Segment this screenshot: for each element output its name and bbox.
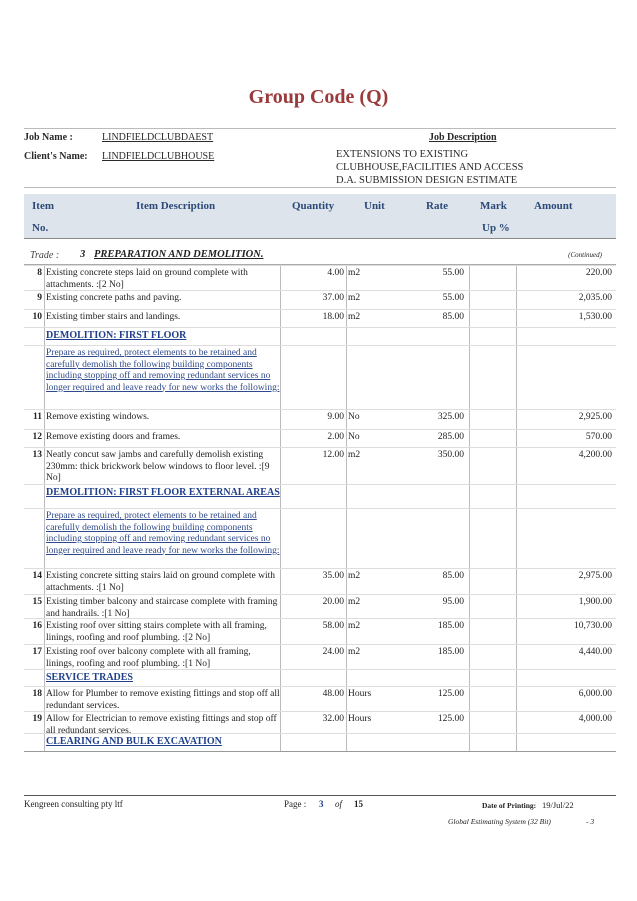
- item-amount: 10,730.00: [574, 621, 612, 631]
- item-description: Existing roof over balcony complete with all framing, linings, roofing and roof plumbing. :[1 No]: [46, 647, 251, 669]
- section-heading-row: [24, 484, 616, 509]
- item-amount: 4,000.00: [578, 714, 612, 724]
- item-amount: 570.00: [585, 432, 612, 442]
- item-quantity: 4.00: [327, 268, 344, 278]
- item-no: 12: [32, 432, 42, 442]
- job-info-box: [24, 128, 616, 188]
- trade-label: Trade :: [30, 250, 60, 261]
- item-description: Allow for Electrician to remove existing fittings and stop off all redundant services.: [46, 714, 277, 736]
- page-footer: [24, 795, 616, 826]
- item-quantity: 24.00: [322, 647, 344, 657]
- col-rate: Rate: [426, 200, 448, 212]
- company-name: Kengreen consulting pty ltf: [24, 799, 123, 809]
- item-amount: 2,975.00: [578, 571, 612, 581]
- item-amount: 220.00: [585, 268, 612, 278]
- job-name-value: LINDFIELDCLUBDAEST: [102, 132, 214, 143]
- item-no: 10: [32, 312, 42, 322]
- item-amount: 1,900.00: [578, 597, 612, 607]
- item-description: Existing concrete sitting stairs laid on ground complete with attachments. :[1 No]: [46, 571, 276, 593]
- preamble-row: [24, 508, 616, 569]
- table-row: [24, 290, 616, 310]
- item-unit: m2: [348, 621, 361, 631]
- item-unit: m2: [348, 312, 361, 322]
- item-quantity: 9.00: [327, 412, 344, 422]
- item-rate: 55.00: [442, 293, 464, 303]
- item-quantity: 20.00: [322, 597, 344, 607]
- table-row: [24, 409, 616, 430]
- item-description: Remove existing doors and frames.: [46, 432, 181, 442]
- item-rate: 125.00: [437, 689, 464, 699]
- item-no: 8: [37, 268, 42, 278]
- col-item: Item: [32, 200, 54, 212]
- job-description-heading: Job Description: [429, 132, 497, 143]
- item-rate: 85.00: [442, 571, 464, 581]
- item-unit: Hours: [348, 689, 372, 699]
- item-no: 15: [32, 597, 42, 607]
- job-description-line: EXTENSIONS TO EXISTING: [336, 149, 469, 160]
- page-label: Page :: [284, 799, 307, 809]
- section-heading: DEMOLITION: FIRST FLOOR: [46, 330, 187, 341]
- item-quantity: 18.00: [322, 312, 344, 322]
- item-quantity: 35.00: [322, 571, 344, 581]
- item-quantity: 48.00: [322, 689, 344, 699]
- table-row: [24, 644, 616, 670]
- item-amount: 2,035.00: [578, 293, 612, 303]
- table-row: [24, 711, 616, 734]
- section-heading: SERVICE TRADES: [46, 672, 133, 683]
- item-amount: 6,000.00: [578, 689, 612, 699]
- print-date: 19/Jul/22: [542, 800, 574, 810]
- page-total: 15: [354, 799, 363, 809]
- item-unit: Hours: [348, 714, 372, 724]
- job-description-line: CLUBHOUSE,FACILITIES AND ACCESS: [336, 162, 524, 173]
- item-unit: m2: [348, 647, 361, 657]
- item-rate: 185.00: [437, 621, 464, 631]
- col-description: Item Description: [136, 200, 216, 212]
- client-name-value: LINDFIELDCLUBHOUSE: [102, 151, 215, 162]
- item-description: Remove existing windows.: [46, 412, 150, 422]
- table-row: [24, 594, 616, 619]
- item-amount: 2,925.00: [578, 412, 612, 422]
- section-heading-row: [24, 669, 616, 687]
- trade-name: PREPARATION AND DEMOLITION.: [94, 249, 264, 260]
- item-rate: 350.00: [437, 450, 464, 460]
- item-unit: No: [348, 432, 360, 442]
- item-no: 19: [32, 714, 42, 724]
- page-number: 3: [319, 799, 324, 809]
- col-up: Up %: [482, 222, 510, 234]
- table-row: [24, 447, 616, 485]
- job-name-label: Job Name :: [24, 132, 73, 143]
- table-row: [24, 265, 616, 291]
- item-quantity: 58.00: [322, 621, 344, 631]
- section-heading: CLEARING AND BULK EXCAVATION: [46, 736, 222, 747]
- item-amount: 4,200.00: [578, 450, 612, 460]
- item-rate: 285.00: [437, 432, 464, 442]
- date-label: Date of Printing:: [482, 801, 537, 810]
- item-rate: 125.00: [437, 714, 464, 724]
- item-no: 14: [32, 571, 42, 581]
- item-rate: 85.00: [442, 312, 464, 322]
- job-description-line: D.A. SUBMISSION DESIGN ESTIMATE: [336, 175, 518, 186]
- item-no: 17: [32, 647, 42, 657]
- item-description: Existing timber stairs and landings.: [46, 312, 181, 322]
- trade-header: [24, 246, 616, 265]
- item-description: Neatly concut saw jambs and carefully demolish existing 230mm: thick brickwork below windows to floor level. :[9 No]: [46, 450, 270, 483]
- item-unit: m2: [348, 597, 361, 607]
- preamble-text: Prepare as required, protect elements to be retained and carefully demolish the following building components including stopping off and removing redundant services no longer required and leave ready for new works the following:: [46, 511, 280, 556]
- page-title: Group Code (Q): [248, 86, 389, 108]
- item-unit: m2: [348, 268, 361, 278]
- preamble-row: [24, 345, 616, 410]
- item-rate: 95.00: [442, 597, 464, 607]
- col-unit: Unit: [364, 200, 385, 212]
- table-row: [24, 429, 616, 448]
- item-rate: 55.00: [442, 268, 464, 278]
- item-no: 13: [32, 450, 42, 460]
- col-quantity: Quantity: [292, 200, 335, 212]
- trade-number: 3: [80, 249, 86, 260]
- page-of: of: [335, 799, 343, 809]
- item-no: 16: [32, 621, 42, 631]
- table-row: [24, 568, 616, 595]
- item-quantity: 2.00: [327, 432, 344, 442]
- item-description: Existing concrete steps laid on ground complete with attachments. :[2 No]: [46, 268, 248, 290]
- item-no: 18: [32, 689, 42, 699]
- system-name: Global Estimating System (32 Bit): [448, 817, 551, 826]
- table-row: [24, 309, 616, 328]
- item-quantity: 12.00: [322, 450, 344, 460]
- section-heading-row: [24, 327, 616, 346]
- item-amount: 1,530.00: [578, 312, 612, 322]
- continued-note: (Continued): [568, 251, 602, 259]
- system-suffix: - 3: [586, 817, 595, 826]
- item-rate: 185.00: [437, 647, 464, 657]
- item-description: Existing roof over sitting stairs complete with all framing, linings, roofing and roof plumbing. :[2 No]: [46, 621, 267, 643]
- section-heading: DEMOLITION: FIRST FLOOR EXTERNAL AREAS: [46, 487, 280, 498]
- item-unit: m2: [348, 450, 361, 460]
- item-description: Existing concrete paths and paving.: [46, 293, 182, 303]
- item-description: Allow for Plumber to remove existing fittings and stop off all redundant services.: [46, 689, 280, 711]
- item-no: 9: [37, 293, 42, 303]
- item-quantity: 37.00: [322, 293, 344, 303]
- items-table: [24, 265, 616, 752]
- item-rate: 325.00: [437, 412, 464, 422]
- item-unit: m2: [348, 571, 361, 581]
- client-name-label: Client's Name:: [24, 151, 88, 162]
- section-heading-row: [24, 733, 616, 752]
- item-unit: m2: [348, 293, 361, 303]
- table-row: [24, 618, 616, 645]
- table-row: [24, 686, 616, 712]
- col-no: No.: [32, 222, 49, 234]
- col-mark: Mark: [480, 200, 507, 212]
- item-amount: 4,440.00: [578, 647, 612, 657]
- item-quantity: 32.00: [322, 714, 344, 724]
- preamble-text: Prepare as required, protect elements to be retained and carefully demolish the following building components including stopping off and removing redundant services no longer required and leave ready for new works the following:: [46, 348, 280, 393]
- item-description: Existing timber balcony and staircase complete with framing and handrails. :[1 No]: [46, 597, 278, 619]
- item-unit: No: [348, 412, 360, 422]
- table-header: [24, 194, 616, 239]
- item-no: 11: [33, 412, 42, 422]
- col-amount: Amount: [534, 200, 573, 212]
